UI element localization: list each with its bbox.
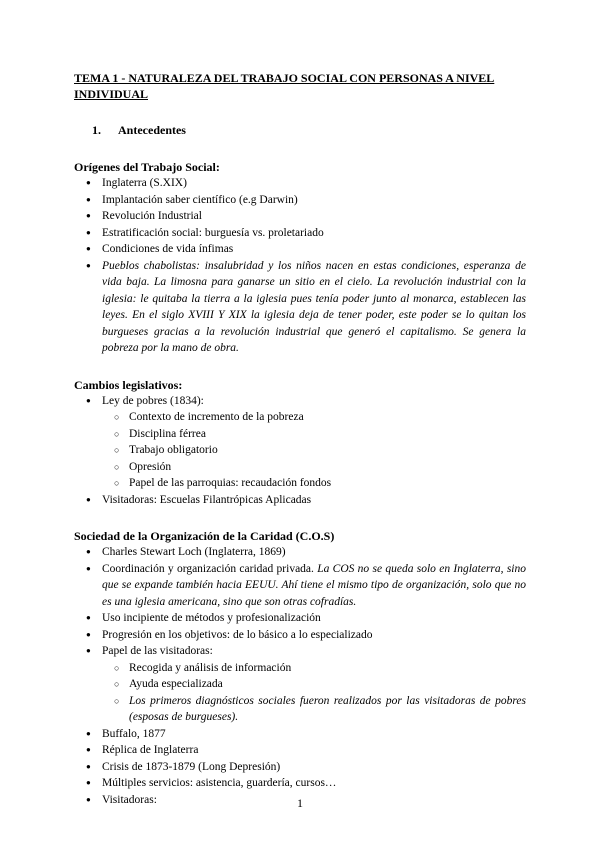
sublist-item: ○ Ayuda especializada [74,676,526,693]
document-title: TEMA 1 - NATURALEZA DEL TRABAJO SOCIAL CON PERSONAS A NIVEL INDIVIDUAL [74,71,495,101]
list-item: ● Revolución Industrial [74,208,526,225]
ley-label: Ley de pobres (1834): [102,394,204,407]
cos-list [74,544,526,808]
list-item-paragraph: ● Pueblos chabolistas: insalubridad y los niños nacen en estas condiciones, esperanza de vida baja. La limosna para ganarse un sitio en el cielo. La revolución industrial con la iglesia: le quitaba la tierra a la iglesia pues tenía poder junto al monarca, establecen las leyes. En el siglo XVIII Y XIX la iglesia deja de tener poder, este poder se lo quitan los burgueses gracias a la revolución industrial que generó el capitalismo. Se genera la pobreza por la mano de obra. [74,258,526,357]
sublist-item: ○ Papel de las parroquias: recaudación fondos [74,475,526,492]
list-item: ● Charles Stewart Loch (Inglaterra, 1869) [74,544,526,561]
list-item: ● Crisis de 1873-1879 (Long Depresión) [74,759,526,776]
sublist-item: ○ Los primeros diagnósticos sociales fueron realizados por las visitadoras de pobres (esposas de burgueses). [74,693,526,726]
list-item: ● Buffalo, 1877 [74,726,526,743]
list-item: ● Múltiples servicios: asistencia, guardería, cursos… [74,775,526,792]
section-title: Antecedentes [118,123,186,137]
visitadoras-label: Papel de las visitadoras: [102,645,213,657]
list-item: ● Uso incipiente de métodos y profesionalización [74,610,526,627]
visitadoras-sublist [74,660,526,726]
cos-heading: Sociedad de la Organización de la Caridad (C.O.S) [74,529,335,543]
origenes-heading: Orígenes del Trabajo Social: [74,160,220,174]
normal-text: Coordinación y organización caridad privada. [102,562,314,575]
ley-sublist [74,409,526,492]
list-item: ● Progresión en los objetivos: de lo básico a lo especializado [74,627,526,644]
list-item [74,393,526,492]
list-item: ● Inglaterra (S.XIX) [74,175,526,192]
list-item-paragraph [74,561,526,611]
list-item: ● Visitadoras: [74,792,526,809]
cambios-list [74,393,526,509]
list-item: ● Condiciones de vida ínfimas [74,241,526,258]
cambios-heading: Cambios legislativos: [74,377,183,392]
section-number: 1. [92,123,101,137]
list-item [74,643,526,726]
page-number: 1 [297,796,303,810]
list-item: ● Implantación saber científico (e.g Darwin) [74,192,526,209]
sublist-item: ○ Recogida y análisis de información [74,660,526,677]
list-item: ● Visitadoras: Escuelas Filantrópicas Aplicadas [74,492,526,509]
list-item: ● Estratificación social: burguesía vs. proletariado [74,225,526,242]
origenes-list [74,175,526,357]
section-heading [92,122,526,138]
document-page [74,70,526,808]
sublist-item: ○ Contexto de incremento de la pobreza [74,409,526,426]
sublist-item: ○ Disciplina férrea [74,426,526,443]
list-item: ● Réplica de Inglaterra [74,742,526,759]
sublist-item: ○ Opresión [74,459,526,476]
italic-text: La COS no se queda solo en Inglaterra, sino que se expande también hacia EEUU. Ahí tiene el mismo tipo de organización, solo que no es una iglesia americana, sino que son otras cofradías. [102,562,526,608]
sublist-item: ○ Trabajo obligatorio [74,442,526,459]
